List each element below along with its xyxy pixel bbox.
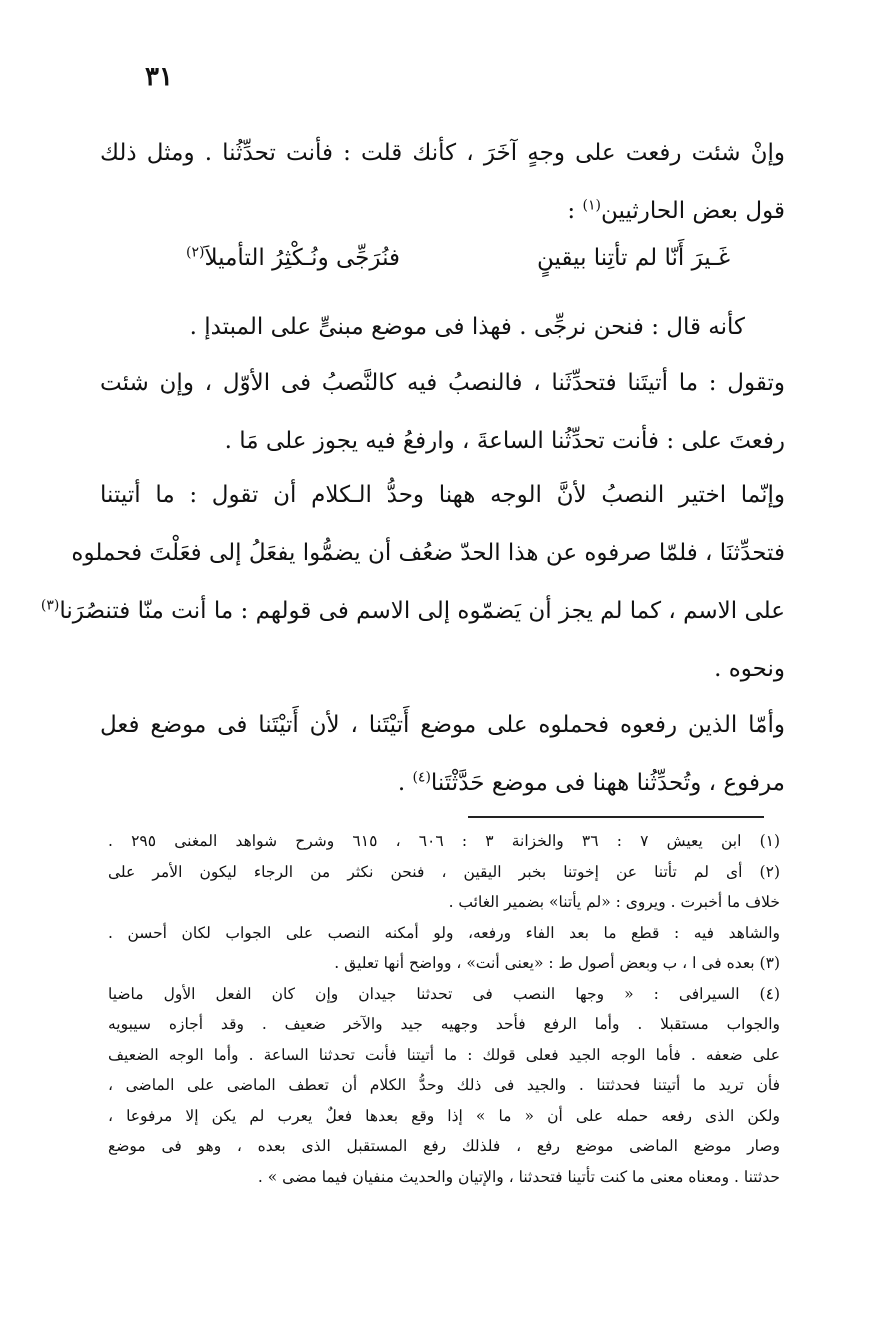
text-line: وتقول : ما أتيتَنا فتحدِّثَنا ، فالنصبُ فيه كالنَّصبُ فى الأوّل ، وإن شئت bbox=[100, 370, 785, 396]
text-line: كأنه قال : فنحن نرجِّى . فهذا فى موضع مبنىٍّ على المبتدإ . bbox=[189, 314, 745, 340]
footnote-4-line: فأن تريد ما أتيتنا فحدثتنا . والجيد فى ذلك وحدُّ الكلام أن تعطف الماضى على الماضى ، bbox=[108, 1076, 780, 1094]
verse-hemistich-second: فنُرَجِّى ونُـكْثِرُ التأميلاَ$^{(٢)}$ bbox=[185, 244, 400, 271]
footnote-marker: (١) bbox=[582, 197, 601, 214]
text-line: وأمّا الذين رفعوه فحملوه على موضع أَتيْتَنا ، لأن أَتيْتَنا فى موضع فعل bbox=[100, 712, 785, 738]
text-line: فتحدِّثنَا ، فلمّا صرفوه عن هذا الحدّ ضعُف أن يضمُّوا يفعَلُ إلى فعَلْتَ فحملوه bbox=[71, 540, 785, 566]
footnote-4-line: والجواب مستقبلا . وأما الرفع فأحد وجهيه جيد والآخر ضعيف . وقد أجازه سيبويه bbox=[108, 1015, 781, 1033]
footnote-4-line: حدثتنا . ومعناه معنى ما كنت تأتينا فتحدثنا ، والإتيان والحديث منفيان فيما مضى » . bbox=[257, 1167, 780, 1186]
text-line: وإنّما اختير النصبُ لأنَّ الوجه ههنا وحدُّ الـكلام أن تقول : ما أتيتنا bbox=[100, 482, 785, 508]
footnote-marker: (٣) bbox=[40, 597, 60, 614]
footnotes bbox=[108, 826, 780, 1192]
text-line: قول بعض الحارثيين$^{(١)}$ : bbox=[567, 197, 785, 224]
page-number: ٣١ bbox=[145, 62, 173, 92]
text-line: رفعتَ على : فأنت تحدِّثُنا الساعةَ ، وارفعُ فيه يجوز على مَا . bbox=[224, 428, 785, 454]
text-line: ونحوه . bbox=[714, 656, 785, 682]
paragraph-1 bbox=[100, 124, 785, 240]
footnote-4-line: وصار موضع الماضى موضع رفع ، فلذلك رفع المستقبل الذى بعده ، وهو فى موضع bbox=[108, 1137, 780, 1155]
text-line: وإنْ شئت رفعت على وجهٍ آخَرَ ، كأنك قلت : فأنت تحدِّثُنا . ومثل ذلك bbox=[100, 140, 785, 166]
footnote-separator bbox=[468, 816, 764, 818]
verse-hemistich-first: غَـيرَ أَنّا لم تأتِنا بيقينٍ bbox=[537, 245, 730, 271]
paragraph-3 bbox=[100, 354, 785, 470]
verse bbox=[170, 232, 730, 284]
footnote-1: (١) ابن يعيش ٧ : ٣٦ والخزانة ٣ : ٦٠٦ ، ٦١٥ وشرح شواهد المغنى ٢٩٥ . bbox=[108, 832, 781, 850]
text-line: مرفوع ، وتُحدِّثُنا ههنا فى موضع حَدَّثْتَنا$^{(٤)}$ . bbox=[397, 769, 785, 796]
paragraph-2 bbox=[100, 298, 785, 356]
footnote-marker: (٤) bbox=[412, 769, 431, 786]
paragraph-5 bbox=[100, 696, 785, 812]
footnote-marker: (٢) bbox=[185, 244, 205, 261]
paragraph-4 bbox=[40, 466, 785, 698]
footnote-4: (٤) السيرافى : « وجها النصب فى تحدثنا جيدان وإن كان الفعل الأول ماضيا bbox=[108, 984, 780, 1003]
footnote-2-line: خلاف ما أخبرت . ويروى : «لم يأتنا» بضمير الغائب . bbox=[448, 893, 780, 911]
footnote-2: (٢) أى لم تأتنا عن إخوتنا بخبر اليقين ، فنحن نكثر من الرجاء ليكون الأمر على bbox=[108, 862, 780, 881]
footnote-2-line: والشاهد فيه : قطع ما بعد الفاء ورفعه، ولو أمكنه النصب على الجواب لكان أحسن . bbox=[108, 923, 780, 942]
footnote-4-line: على ضعفه . فأما الوجه الجيد فعلى قولك : ما أتيتنا فأنت تحدثنا الساعة . وأما الوجه الضعيف bbox=[108, 1045, 780, 1064]
footnote-3: (٣) بعده فى ا ، ب وبعض أصول ط : «يعنى أنت» ، وواضح أنها تعليق . bbox=[334, 954, 780, 972]
footnote-4-line: ولكن الذى رفعه حمله على أن « ما » إذا وقع بعدها فعلٌ يعرب لم يكن إلا مرفوعا ، bbox=[108, 1106, 780, 1125]
text-line: على الاسم ، كما لم يجز أن يَضمّوه إلى الاسم فى قولهم : ما أنت منّا فتنصُرَنا$^{(٣)}$ bbox=[40, 597, 785, 624]
